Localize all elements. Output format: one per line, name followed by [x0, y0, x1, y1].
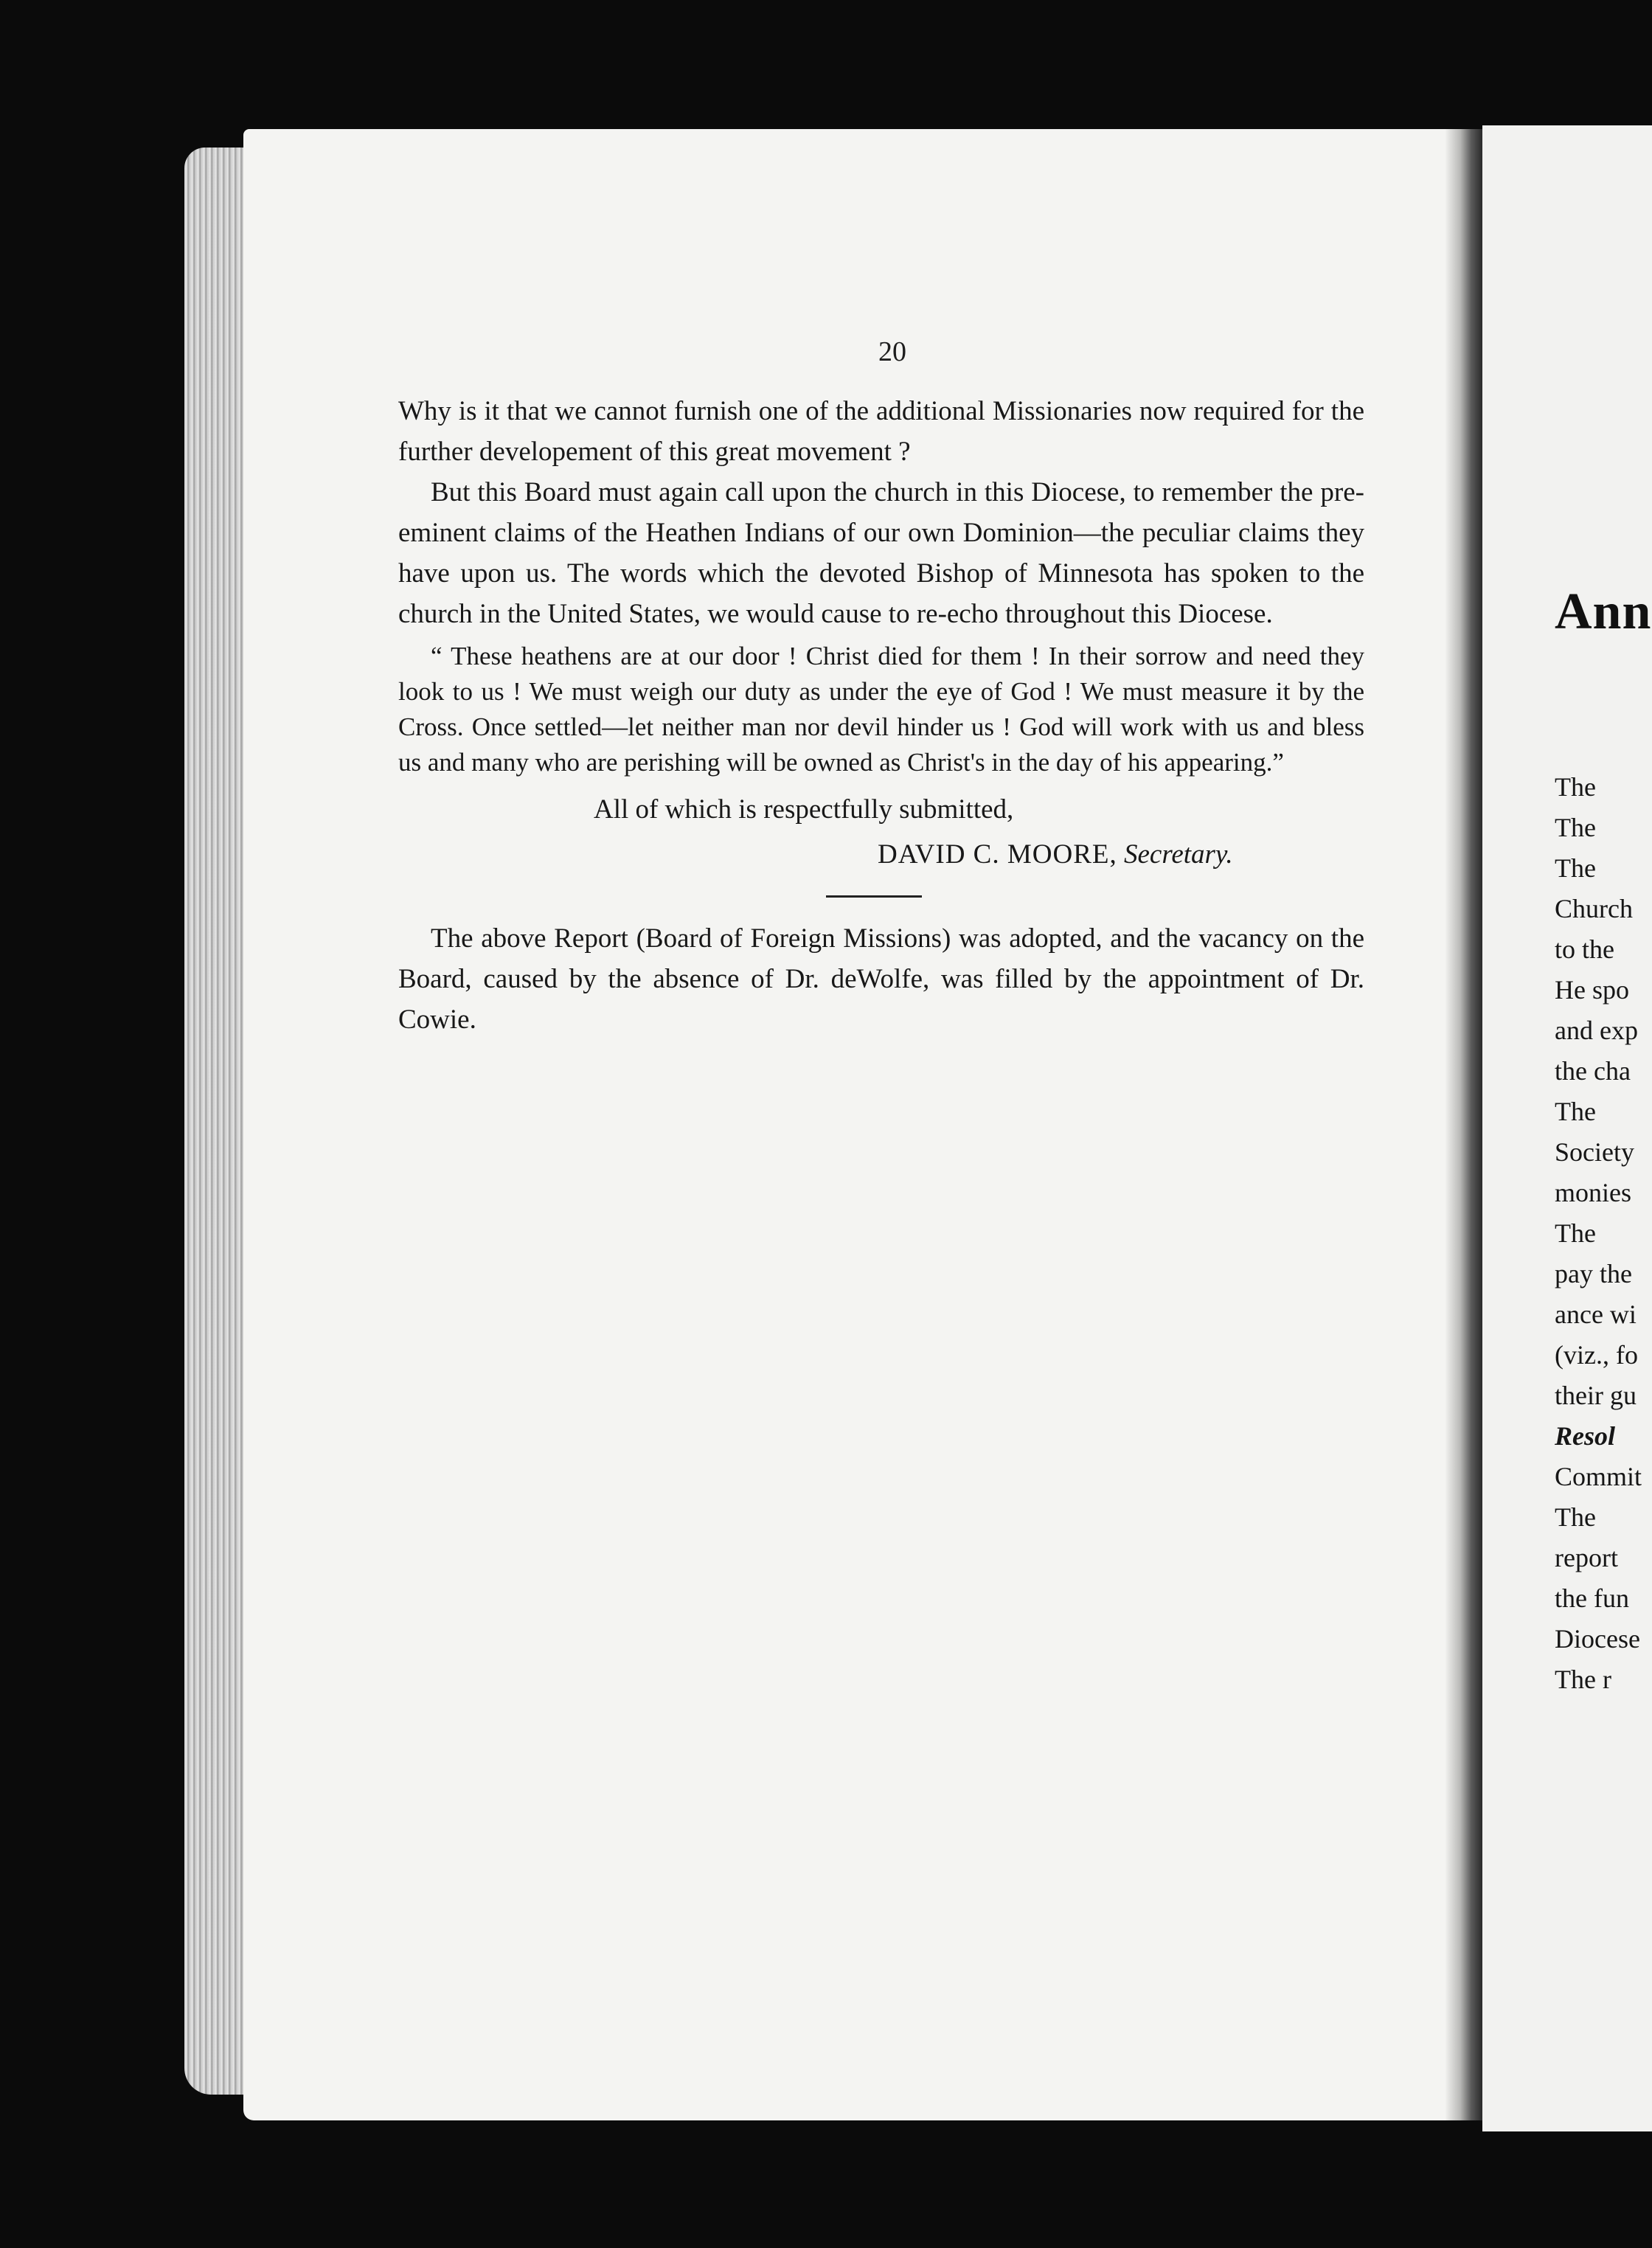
- right-line: The: [1555, 1218, 1596, 1248]
- signature-title: Secretary.: [1123, 839, 1233, 870]
- right-line: Church: [1555, 894, 1633, 923]
- right-line: The: [1555, 772, 1596, 802]
- right-line: the cha: [1555, 1056, 1631, 1086]
- right-line: Commit: [1555, 1462, 1642, 1491]
- right-line: and exp: [1555, 1016, 1638, 1045]
- right-line: monies: [1555, 1178, 1631, 1207]
- right-line: Society: [1555, 1137, 1634, 1167]
- left-page-body: [398, 391, 1364, 1040]
- right-line: Diocese: [1555, 1624, 1640, 1654]
- section-divider: [826, 895, 922, 898]
- signature: [398, 834, 1364, 875]
- right-line: The: [1555, 853, 1596, 883]
- right-line: ance wi: [1555, 1300, 1637, 1329]
- closing-section: [398, 918, 1364, 1040]
- right-line: the fun: [1555, 1583, 1629, 1613]
- right-line: report: [1555, 1543, 1618, 1572]
- right-line: The: [1555, 1502, 1596, 1532]
- right-line: to the: [1555, 934, 1614, 964]
- right-line: (viz., fo: [1555, 1340, 1638, 1370]
- paragraph-1: Why is it that we cannot furnish one of the additional Missionaries now required for the further developement of this great movement ?: [398, 396, 1364, 467]
- page-number: 20: [878, 336, 906, 367]
- right-line: their gu: [1555, 1381, 1637, 1410]
- bishop-quote: “ These heathens are at our door ! Christ died for them ! In their sorrow and need they look to us ! We must weigh our duty as under the eye of God ! We must measure it by the Cross. Once settled—let neither man nor devil hinder us ! God will work with us and bless us and many who are perishing will be owned as Christ's in the day of his appearing.”: [398, 642, 1364, 777]
- closing-paragraph: The above Report (Board of Foreign Missions) was adopted, and the vacancy on the Board, caused by the absence of Dr. deWolfe, was filled by the appointment of Dr. Cowie.: [398, 923, 1364, 1035]
- signature-name: DAVID C. MOORE,: [878, 839, 1117, 870]
- right-line: The: [1555, 813, 1596, 842]
- right-line: He spo: [1555, 975, 1629, 1005]
- right-line: pay the: [1555, 1259, 1632, 1288]
- book-gutter: [1446, 129, 1482, 2120]
- right-page-heading: Ann: [1555, 583, 1652, 640]
- right-line: The: [1555, 1097, 1596, 1126]
- right-line: Resol: [1555, 1421, 1616, 1451]
- paragraph-2: But this Board must again call upon the church in this Diocese, to remember the pre-eminent claims of the Heathen Indians of our own Dominion—the peculiar claims they have upon us. The words which the devoted Bishop of Minnesota has spoken to the church in the United States, we would cause to re-echo throughout this Diocese.: [398, 477, 1364, 629]
- right-line: The r: [1555, 1665, 1611, 1694]
- submitted-line: All of which is respectfully submitted,: [594, 794, 1014, 825]
